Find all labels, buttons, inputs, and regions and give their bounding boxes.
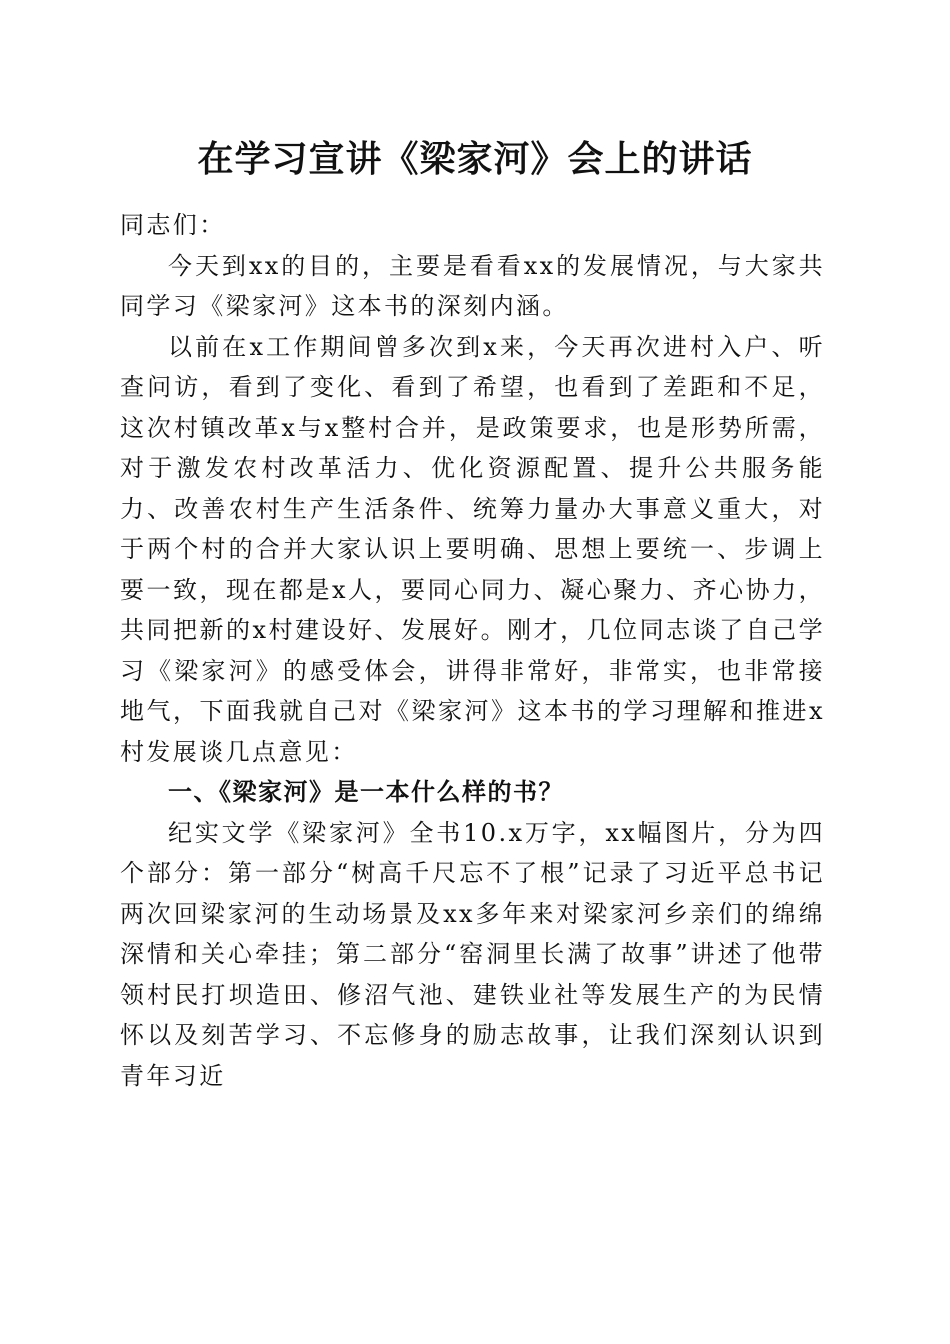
salutation: 同志们： [120, 211, 226, 239]
section-heading: 一、《梁家河》是一本什么样的书？ [168, 778, 564, 806]
paragraph-book-overview: 纪实文学《梁家河》全书10.x万字，xx幅图片，分为四个部分：第一部分“树高千尺忘不了根”记录了习近平总书记两次回梁家河的生动场景及xx多年来对梁家河乡亲们的绵绵深情和关心牵挂；第二部分“窑洞里长满了故事”讲述了他带领村民打坝造田、修沼气池、建铁业社等发展生产的为民情怀以及刻苦学习、不忘修身的励志故事，让我们深刻认识到青年习近 [120, 818, 825, 1090]
paragraph-intro: 今天到xx的目的，主要是看看xx的发展情况，与大家共同学习《梁家河》这本书的深刻内涵。 [120, 251, 825, 320]
paragraph-background: 以前在x工作期间曾多次到x来，今天再次进村入户、听查问访，看到了变化、看到了希望，也看到了差距和不足，这次村镇改革x与x整村合并，是政策要求，也是形势所需，对于激发农村改革活力、优化资源配置、提升公共服务能力、改善农村生产生活条件、统筹力量办大事意义重大，对于两个村的合并大家认识上要明确、思想上要统一、步调上要一致，现在都是x人，要同心同力、凝心聚力、齐心协力，共同把新的x村建设好、发展好。刚才，几位同志谈了自己学习《梁家河》的感受体会，讲得非常好，非常实，也非常接地气，下面我就自己对《梁家河》这本书的学习理解和推进x村发展谈几点意见： [120, 332, 825, 766]
document-body [120, 205, 825, 1096]
document-title: 在学习宣讲《梁家河》会上的讲话 [197, 138, 753, 180]
